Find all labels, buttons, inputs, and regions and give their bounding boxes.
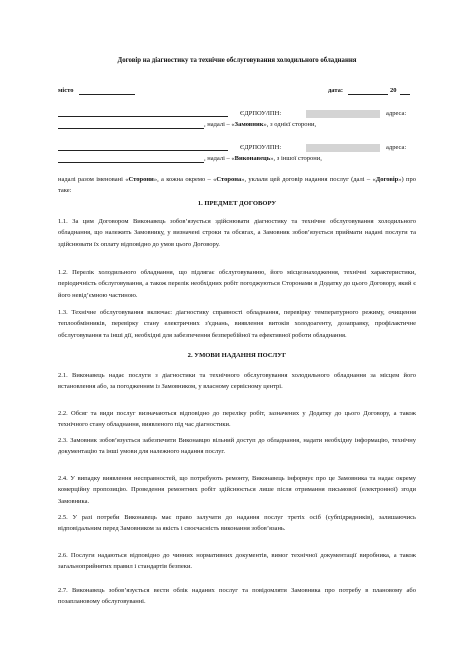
party2-name-blank[interactable]: [58, 150, 228, 151]
party1-role-line: , надалі – «Замовник», з однієї сторони,: [204, 121, 317, 128]
party1-address-label: адреса:: [386, 110, 407, 117]
party2-edrpou-label: ЄДРПОУ/ІПН:: [240, 144, 282, 151]
party1-address-blank[interactable]: [58, 128, 204, 129]
section-2-heading: 2. УМОВИ НАДАННЯ ПОСЛУГ: [187, 352, 287, 359]
date-label: дата:: [328, 87, 344, 94]
party2-address-label: адреса:: [386, 144, 407, 151]
city-blank[interactable]: [79, 94, 135, 95]
date-blank[interactable]: [348, 94, 388, 95]
city-label: місто: [58, 87, 74, 94]
paragraph-2-4: 2.4. У випадку виявлення несправностей, що потребують ремонту, Виконавець інформує про це Замовника та надає окрему комерційну пропозицію. Проведення ремонтних робіт здійснюється лише після отримання письмової (електронної) згоди Замовника.: [58, 475, 416, 505]
paragraph-1-3: 1.3. Технічне обслуговування включає: діагностику справності обладнання, перевірку температурного режиму, очищення теплообмінників, перевірку стану електричних з'єднань, виявлення витоків холодоагенту, дозаправку, профілактичне обслуговування та інші дії, необхідні для забезпечення безперебійної та ефективної роботи обладнання.: [58, 309, 416, 339]
paragraph-1-2: 1.2. Перелік холодильного обладнання, що підлягає обслуговуванню, його місцезнаходження, технічні характеристики, періодичність обслуговування, а також перелік необхідних робіт погоджуються Сторонами в Додатку до цього Договору, який є його невід’ємною частиною.: [58, 269, 416, 299]
paragraph-2-3: 2.3. Замовник зобов’язується забезпечити Виконавцю вільний доступ до обладнання, надати необхідну інформацію, технічну документацію та інші умови для належного надання послуг.: [58, 437, 416, 456]
paragraph-2-1: 2.1. Виконавець надає послуги з діагностики та технічного обслуговування холодильного обладнання за місцем його встановлення або, за погодженням із Замовником, у власному сервісному центрі.: [58, 372, 416, 391]
section-1-heading: 1. ПРЕДМЕТ ДОГОВОРУ: [197, 200, 277, 207]
paragraph-2-2: 2.2. Обсяг та види послуг визначаються відповідно до переліку робіт, зазначених у Додатку до цього Договору, а також технічного стану обладнання, виявленого під час діагностики.: [58, 410, 416, 429]
paragraph-1-1: 1.1. За цим Договором Виконавець зобов’язується здійснювати діагностику та технічне обслуговування холодильного обладнання, що належить Замовнику, у визначені строки та обсягах, а Замовник зобов’язується приймати надані послуги та здійснювати їх оплату відповідно до умов цього Договору.: [58, 218, 416, 248]
paragraph-2-7: 2.7. Виконавець зобов’язується вести облік наданих послуг та повідомляти Замовника про потребу в плановому або позаплановому обслуговуванні.: [58, 587, 416, 606]
party1-name-blank[interactable]: [58, 116, 228, 117]
year-prefix: 20: [390, 87, 397, 94]
document-title: Договір на діагностику та технічне обслуговування холодильного обладнання: [117, 57, 357, 64]
party1-edrpou-field[interactable]: [306, 110, 380, 118]
preamble: надалі разом іменовані «Сторони», а кожна окремо – «Сторона», уклали цей договір надання послуг (далі – «Договір») про таке:: [58, 176, 416, 195]
party2-address-blank[interactable]: [58, 162, 204, 163]
party1-edrpou-label: ЄДРПОУ/ІПН:: [240, 110, 282, 117]
year-blank[interactable]: [400, 94, 410, 95]
party2-edrpou-field[interactable]: [306, 144, 380, 152]
paragraph-2-6: 2.6. Послуги надаються відповідно до чинних нормативних документів, вимог технічної документації виробника, а також загальноприйнятих правил і стандартів безпеки.: [58, 552, 416, 571]
party2-role-line: , надалі – «Виконавець», з іншої сторони,: [204, 155, 322, 162]
paragraph-2-5: 2.5. У разі потреби Виконавець має право залучати до надання послуг третіх осіб (субпідрядників), залишаючись відповідальним перед Замовником за якість і своєчасність виконання зобов’язань.: [58, 514, 416, 533]
